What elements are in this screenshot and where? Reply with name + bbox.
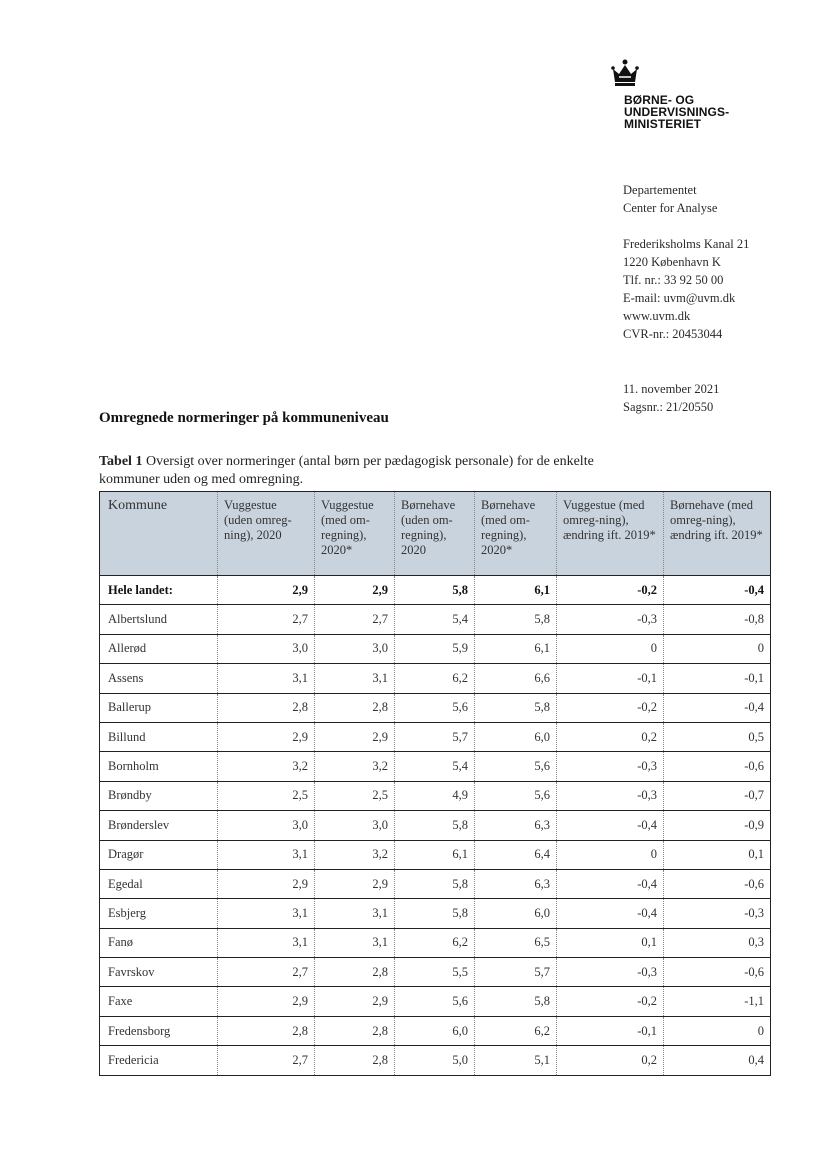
column-header: Vuggestue (med omreg-ning), ændring ift. 2019* — [557, 492, 664, 576]
value-cell: 2,7 — [218, 605, 315, 634]
value-cell: 0,1 — [557, 928, 664, 957]
value-cell: 2,5 — [315, 781, 395, 810]
value-cell: 2,9 — [315, 869, 395, 898]
table-row — [100, 752, 771, 781]
logo-wordmark — [624, 94, 784, 130]
value-cell: 5,8 — [395, 811, 475, 840]
value-cell: -0,4 — [557, 899, 664, 928]
table-row — [100, 693, 771, 722]
value-cell: 0,2 — [557, 722, 664, 751]
value-cell: 2,8 — [315, 1016, 395, 1045]
table-row — [100, 664, 771, 693]
municipality-cell: Brønderslev — [100, 811, 218, 840]
value-cell: 5,4 — [395, 752, 475, 781]
value-cell: 4,9 — [395, 781, 475, 810]
sender-info — [623, 181, 813, 416]
value-cell: -1,1 — [664, 987, 771, 1016]
value-cell: 5,1 — [475, 1046, 557, 1075]
municipality-cell: Albertslund — [100, 605, 218, 634]
municipality-cell: Faxe — [100, 987, 218, 1016]
value-cell: -0,3 — [664, 899, 771, 928]
municipality-cell: Favrskov — [100, 958, 218, 987]
table-row — [100, 1046, 771, 1075]
municipality-cell: Fredericia — [100, 1046, 218, 1075]
value-cell: 6,1 — [395, 840, 475, 869]
municipality-cell: Fanø — [100, 928, 218, 957]
value-cell: -0,7 — [664, 781, 771, 810]
value-cell: 2,7 — [218, 1046, 315, 1075]
value-cell: -0,3 — [557, 752, 664, 781]
column-header: Vuggestue (uden omreg-ning), 2020 — [218, 492, 315, 576]
table-caption-text: Oversigt over normeringer (antal børn per pædagogisk personale) for de enkelte kommuner uden og med omregning. — [99, 454, 594, 487]
cvr-number: CVR-nr.: 20453044 — [623, 327, 723, 341]
value-cell: -0,8 — [664, 605, 771, 634]
website: www.uvm.dk — [623, 309, 691, 323]
value-cell: -0,4 — [557, 869, 664, 898]
value-cell: 0,4 — [664, 1046, 771, 1075]
value-cell: 2,8 — [315, 958, 395, 987]
value-cell: 5,5 — [395, 958, 475, 987]
value-cell: 3,1 — [218, 840, 315, 869]
municipality-cell: Hele landet: — [100, 576, 218, 605]
value-cell: -0,1 — [664, 664, 771, 693]
value-cell: -0,4 — [664, 576, 771, 605]
value-cell: 5,6 — [475, 781, 557, 810]
value-cell: 2,5 — [218, 781, 315, 810]
value-cell: 3,0 — [218, 634, 315, 663]
value-cell: 6,0 — [395, 1016, 475, 1045]
municipality-cell: Brøndby — [100, 781, 218, 810]
municipality-cell: Ballerup — [100, 693, 218, 722]
table-caption — [99, 453, 619, 489]
email: E-mail: uvm@uvm.dk — [623, 291, 736, 305]
value-cell: -0,1 — [557, 1016, 664, 1045]
table-row — [100, 899, 771, 928]
value-cell: -0,2 — [557, 987, 664, 1016]
value-cell: 3,0 — [315, 634, 395, 663]
municipality-cell: Allerød — [100, 634, 218, 663]
normering-table — [99, 491, 771, 1076]
value-cell: 3,1 — [218, 899, 315, 928]
value-cell: 2,8 — [315, 1046, 395, 1075]
page-title: Omregnede normeringer på kommuneniveau — [99, 410, 389, 426]
logo-line: UNDERVISNINGS- — [624, 105, 730, 119]
value-cell: 5,8 — [395, 899, 475, 928]
value-cell: 6,2 — [395, 928, 475, 957]
value-cell: -0,2 — [557, 576, 664, 605]
table-row-total — [100, 576, 771, 605]
value-cell: -0,6 — [664, 869, 771, 898]
value-cell: 0 — [664, 1016, 771, 1045]
value-cell: 6,0 — [475, 722, 557, 751]
value-cell: 3,1 — [218, 664, 315, 693]
value-cell: -0,3 — [557, 781, 664, 810]
value-cell: 3,1 — [315, 664, 395, 693]
municipality-cell: Fredensborg — [100, 1016, 218, 1045]
value-cell: 2,9 — [315, 987, 395, 1016]
value-cell: 3,1 — [218, 928, 315, 957]
value-cell: -0,2 — [557, 693, 664, 722]
table-row — [100, 634, 771, 663]
municipality-cell: Dragør — [100, 840, 218, 869]
value-cell: 0 — [557, 840, 664, 869]
value-cell: -0,6 — [664, 752, 771, 781]
value-cell: 5,8 — [475, 693, 557, 722]
value-cell: -0,3 — [557, 605, 664, 634]
value-cell: 5,8 — [395, 869, 475, 898]
column-header: Børnehave (uden om-regning), 2020 — [395, 492, 475, 576]
table-label: Tabel 1 — [99, 454, 143, 469]
table-row — [100, 987, 771, 1016]
value-cell: 6,6 — [475, 664, 557, 693]
value-cell: 6,1 — [475, 576, 557, 605]
municipality-cell: Assens — [100, 664, 218, 693]
logo-line: MINISTERIET — [624, 117, 702, 131]
value-cell: 5,6 — [395, 693, 475, 722]
value-cell: 6,1 — [475, 634, 557, 663]
value-cell: -0,9 — [664, 811, 771, 840]
value-cell: 3,0 — [218, 811, 315, 840]
value-cell: 3,2 — [218, 752, 315, 781]
table-row — [100, 781, 771, 810]
value-cell: -0,1 — [557, 664, 664, 693]
case-number: Sagsnr.: 21/20550 — [623, 400, 714, 414]
value-cell: 5,0 — [395, 1046, 475, 1075]
value-cell: 2,8 — [218, 1016, 315, 1045]
value-cell: 5,4 — [395, 605, 475, 634]
value-cell: -0,6 — [664, 958, 771, 987]
value-cell: 5,9 — [395, 634, 475, 663]
column-header: Vuggestue (med om-regning), 2020* — [315, 492, 395, 576]
value-cell: 2,8 — [315, 693, 395, 722]
value-cell: 3,1 — [315, 928, 395, 957]
department: Departementet — [623, 183, 697, 197]
value-cell: 2,8 — [218, 693, 315, 722]
municipality-cell: Egedal — [100, 869, 218, 898]
municipality-cell: Billund — [100, 722, 218, 751]
value-cell: 6,4 — [475, 840, 557, 869]
value-cell: 0,2 — [557, 1046, 664, 1075]
value-cell: 3,1 — [315, 899, 395, 928]
value-cell: 0,3 — [664, 928, 771, 957]
value-cell: 6,3 — [475, 869, 557, 898]
column-header: Børnehave (med om-regning), 2020* — [475, 492, 557, 576]
value-cell: 2,9 — [315, 722, 395, 751]
value-cell: 2,7 — [218, 958, 315, 987]
value-cell: 3,2 — [315, 840, 395, 869]
value-cell: 5,7 — [475, 958, 557, 987]
municipality-cell: Esbjerg — [100, 899, 218, 928]
value-cell: 5,6 — [475, 752, 557, 781]
table-header-row — [100, 492, 771, 576]
value-cell: 0,1 — [664, 840, 771, 869]
logo-line: BØRNE- OG — [624, 93, 695, 107]
column-header: Børnehave (med omreg-ning), ændring ift. 2019* — [664, 492, 771, 576]
phone: Tlf. nr.: 33 92 50 00 — [623, 273, 724, 287]
address-line-2: 1220 København K — [623, 255, 721, 269]
value-cell: 0,5 — [664, 722, 771, 751]
table-row — [100, 869, 771, 898]
table-row — [100, 958, 771, 987]
crown-icon — [610, 58, 640, 88]
value-cell: 6,5 — [475, 928, 557, 957]
value-cell: 5,8 — [475, 605, 557, 634]
table-row — [100, 722, 771, 751]
value-cell: 3,0 — [315, 811, 395, 840]
value-cell: 2,9 — [218, 869, 315, 898]
table-row — [100, 811, 771, 840]
value-cell: 2,9 — [218, 987, 315, 1016]
value-cell: 6,0 — [475, 899, 557, 928]
value-cell: 0 — [664, 634, 771, 663]
table-row — [100, 840, 771, 869]
value-cell: 2,9 — [315, 576, 395, 605]
value-cell: 6,3 — [475, 811, 557, 840]
table-body — [100, 576, 771, 1076]
document-date: 11. november 2021 — [623, 382, 720, 396]
value-cell: 5,8 — [395, 576, 475, 605]
value-cell: 6,2 — [475, 1016, 557, 1045]
value-cell: 3,2 — [315, 752, 395, 781]
table-row — [100, 928, 771, 957]
value-cell: 2,9 — [218, 722, 315, 751]
value-cell: 5,8 — [475, 987, 557, 1016]
value-cell: -0,3 — [557, 958, 664, 987]
column-header: Kommune — [100, 492, 218, 576]
value-cell: -0,4 — [664, 693, 771, 722]
municipality-cell: Bornholm — [100, 752, 218, 781]
value-cell: 5,6 — [395, 987, 475, 1016]
value-cell: 0 — [557, 634, 664, 663]
value-cell: 6,2 — [395, 664, 475, 693]
value-cell: -0,4 — [557, 811, 664, 840]
value-cell: 2,7 — [315, 605, 395, 634]
address-line-1: Frederiksholms Kanal 21 — [623, 237, 750, 251]
value-cell: 2,9 — [218, 576, 315, 605]
table-row — [100, 1016, 771, 1045]
center: Center for Analyse — [623, 201, 718, 215]
value-cell: 5,7 — [395, 722, 475, 751]
table-row — [100, 605, 771, 634]
